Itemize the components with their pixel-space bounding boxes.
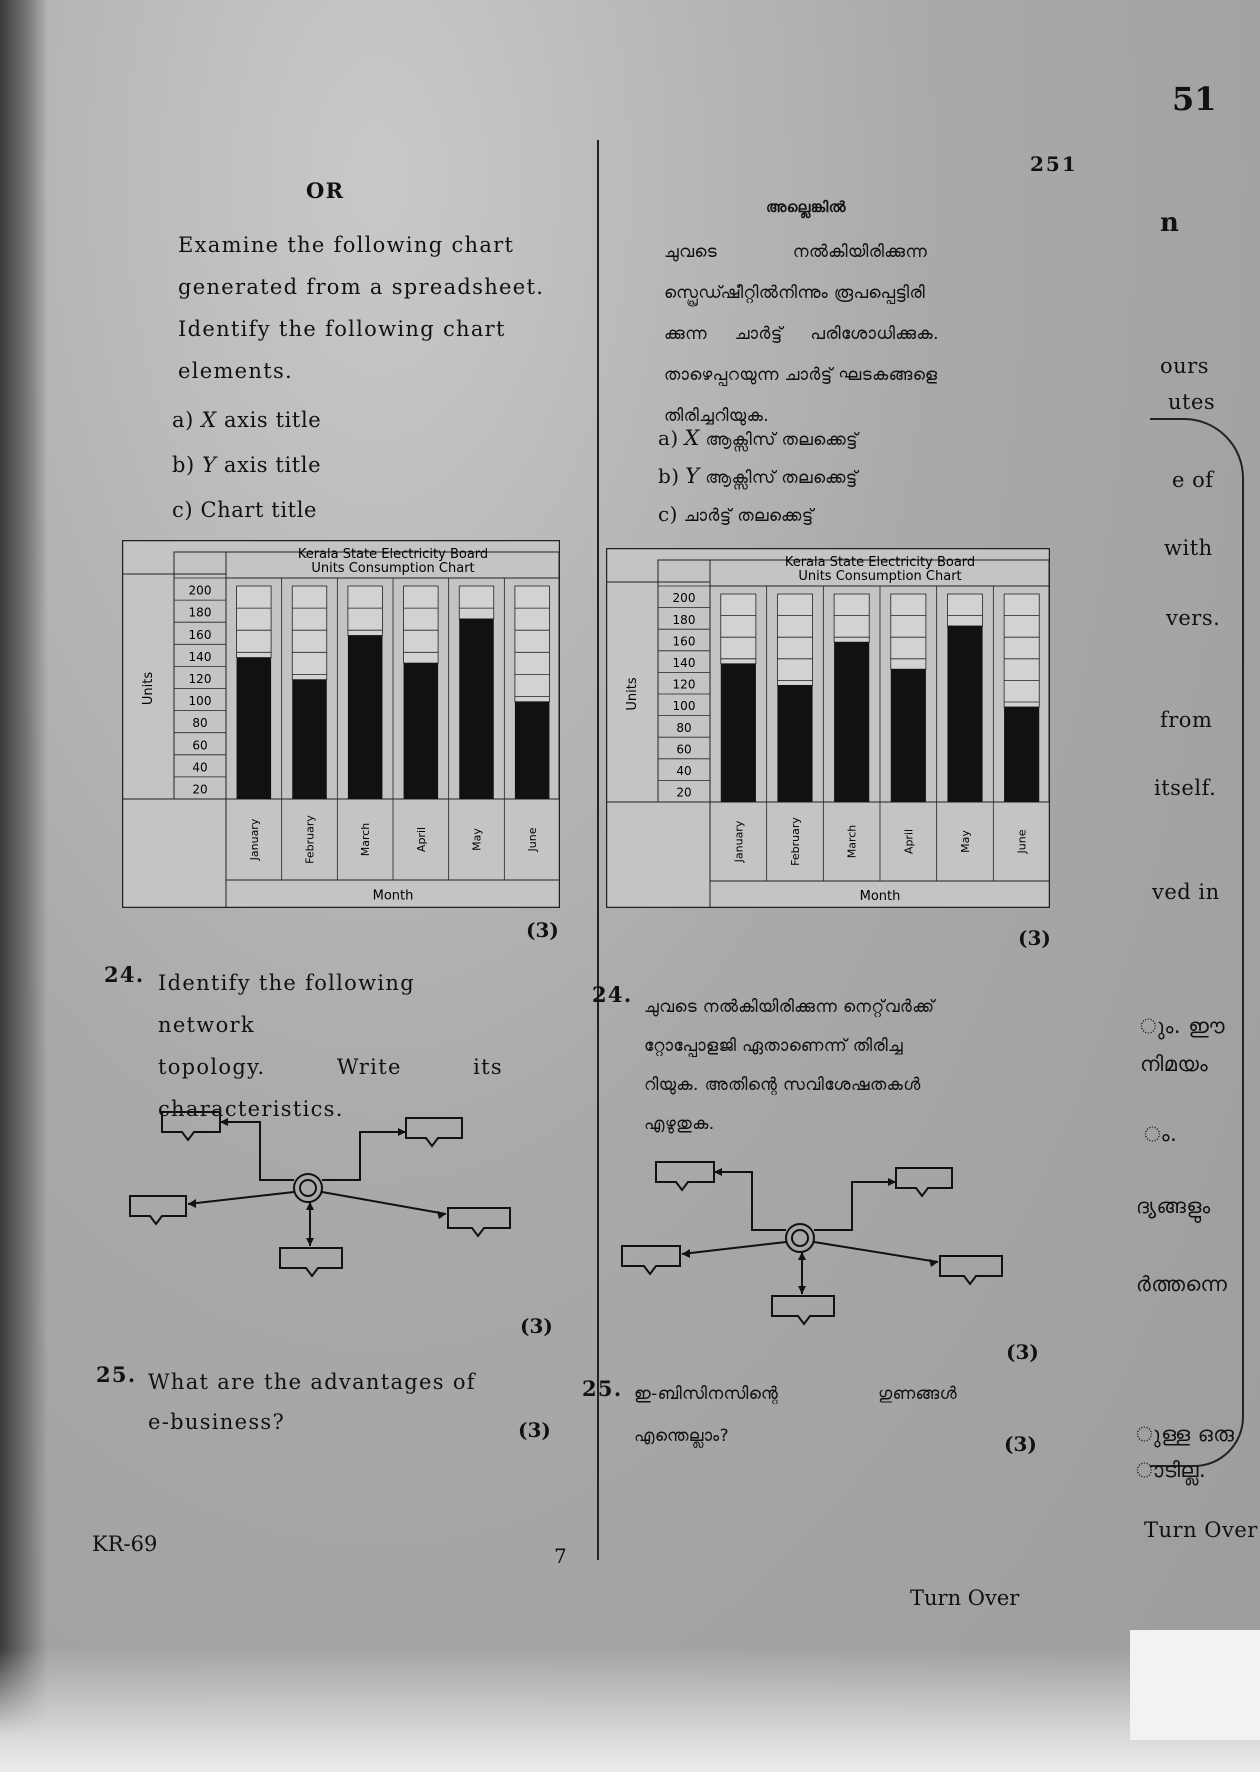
q23-text-en: [178, 224, 544, 392]
option-c: c) Chart title: [172, 498, 318, 522]
adjacent-turn-over: Turn Over: [1144, 1518, 1258, 1542]
y-tick-label: 20: [676, 785, 692, 800]
bar-march: [348, 635, 383, 799]
y-tick-label: 60: [192, 738, 208, 753]
x-tick-label: January: [732, 820, 746, 863]
bar-empty-cell: [348, 586, 383, 635]
chart-title: Units Consumption Chart: [311, 561, 475, 576]
y-tick-label: 20: [192, 782, 208, 797]
or-label: OR: [306, 178, 345, 203]
y-tick-label: 180: [672, 612, 696, 627]
adjacent-fragment: ാടില്ല.: [1136, 1458, 1207, 1482]
q23-line-ml: ചുവടെ നൽകിയിരിക്കുന്ന: [664, 242, 928, 262]
q24-line-ml: റ്റോപ്പോളജി ഏതാണെന്ന് തിരിച്ച: [644, 1036, 904, 1056]
node-icon: [280, 1248, 342, 1276]
x-axis-label: Month: [372, 888, 414, 904]
y-tick-label: 160: [188, 627, 212, 642]
x-tick-label: March: [359, 822, 373, 857]
y-tick-label: 140: [672, 656, 696, 670]
bar-empty-cell: [777, 594, 812, 685]
bar-june: [515, 702, 550, 799]
option-b: b) Y axis title: [172, 453, 322, 477]
x-axis-label: Month: [859, 888, 901, 904]
q23-line-ml: താഴെപ്പറയുന്ന ചാർട്ട് ഘടകങ്ങളെ: [664, 365, 938, 385]
adjacent-fragment: n: [1160, 208, 1180, 238]
y-tick-label: 180: [188, 605, 212, 620]
q24-word: topology.: [158, 1055, 266, 1079]
x-tick-label: June: [526, 827, 540, 852]
q24-marks-ml: (3): [1006, 1340, 1039, 1364]
adjacent-fragment: ved in: [1152, 880, 1220, 904]
bar-empty-cell: [515, 586, 550, 702]
adjacent-fragment: from: [1160, 708, 1213, 732]
x-tick-label: April: [902, 828, 916, 855]
bar-empty-cell: [721, 594, 756, 664]
q23-line-ml: തിരിച്ചറിയുക.: [664, 406, 770, 426]
q24-word: its: [473, 1055, 503, 1079]
adjacent-fragment: with: [1164, 536, 1213, 560]
bar-empty-cell: [292, 586, 327, 680]
adjacent-fragment: ും. ഈ: [1140, 1014, 1226, 1038]
footer-turn-over: Turn Over: [910, 1586, 1020, 1610]
bar-april: [891, 669, 926, 802]
bar-may: [459, 619, 494, 799]
q23-line: Identify the following chart: [178, 317, 506, 341]
q23-line: elements.: [178, 359, 294, 383]
adjacent-fragment: ours: [1160, 354, 1209, 378]
bar-may: [947, 626, 982, 802]
adjacent-fragment: ം.: [1144, 1122, 1178, 1146]
adjacent-fragment: ർത്തന്നെ: [1136, 1272, 1228, 1296]
page-shadow-bottom: [0, 1648, 1260, 1772]
bar-march: [834, 642, 869, 802]
q23-line-ml: സ്പ്രെഡ്ഷീറ്റിൽനിന്നും രൂപപ്പെട്ടിരി: [664, 283, 926, 303]
x-tick-label: June: [1015, 829, 1029, 854]
chart-title: Units Consumption Chart: [798, 569, 962, 584]
star-topology-diagram-ml: [614, 1152, 1014, 1342]
q25-line: What are the advantages of: [148, 1370, 476, 1394]
x-tick-label: February: [303, 815, 317, 864]
q24-marks-en: (3): [520, 1314, 553, 1338]
bar-january: [237, 658, 272, 799]
bar-june: [1004, 707, 1039, 802]
bar-february: [292, 680, 327, 799]
q24-line: [158, 1046, 503, 1088]
units-chart-ml: [606, 548, 1050, 908]
node-icon: [896, 1168, 952, 1196]
y-tick-label: 160: [672, 634, 696, 649]
chart-title: Kerala State Electricity Board: [297, 547, 489, 562]
q25-line-ml: ഗുണങ്ങൾ: [878, 1384, 958, 1404]
y-axis-label: Units: [625, 677, 640, 711]
bar-january: [721, 664, 756, 802]
node-icon: [406, 1118, 462, 1146]
q24-number-en: 24.: [104, 962, 145, 987]
q25-number-ml: 25.: [582, 1376, 623, 1401]
node-icon: [622, 1246, 680, 1274]
y-tick-label: 80: [676, 720, 692, 735]
node-icon: [656, 1162, 714, 1190]
q25-marks-en: (3): [518, 1418, 551, 1442]
x-tick-label: March: [845, 824, 859, 859]
q23-line: Examine the following chart: [178, 233, 515, 257]
chart-title: Kerala State Electricity Board: [784, 555, 976, 570]
node-icon: [772, 1296, 834, 1324]
header-big-number: 51: [1172, 80, 1217, 118]
q24-line-ml: ചുവടെ നൽകിയിരിക്കുന്ന നെറ്റ്‌വർക്ക്: [644, 997, 935, 1017]
q25-line-ml: എന്തെല്ലാം?: [634, 1426, 729, 1446]
bar-empty-cell: [834, 594, 869, 642]
node-icon: [940, 1256, 1002, 1284]
bar-empty-cell: [947, 594, 982, 626]
q24-word: Write: [336, 1055, 402, 1079]
y-tick-label: 100: [672, 699, 696, 714]
y-tick-label: 80: [192, 716, 208, 731]
q24-number-ml: 24.: [592, 982, 633, 1007]
adjacent-fragment: vers.: [1166, 606, 1221, 630]
q25-number-en: 25.: [96, 1362, 137, 1387]
q25-line: e-business?: [148, 1410, 286, 1434]
q23-options-en: [172, 398, 321, 533]
or-label-ml: അല്ലെങ്കിൽ: [766, 198, 846, 216]
q24-line: characteristics.: [158, 1097, 344, 1121]
page-shadow-left: [0, 0, 48, 1772]
q23-line: generated from a spreadsheet.: [178, 275, 545, 299]
q23-text-ml: [664, 232, 1014, 437]
y-axis-label: Units: [141, 671, 156, 706]
column-divider: [597, 140, 599, 1560]
bar-february: [777, 685, 812, 802]
bar-empty-cell: [237, 586, 272, 658]
y-tick-label: 100: [188, 694, 212, 709]
footer-code: KR-69: [92, 1532, 158, 1556]
adjacent-fragment: utes: [1168, 390, 1216, 414]
q23-options-ml: [658, 420, 858, 534]
bar-empty-cell: [404, 586, 439, 663]
x-tick-label: May: [470, 828, 484, 851]
adjacent-fragment: നിമയം: [1140, 1052, 1209, 1076]
q23-line-ml: ക്കുന്ന ചാർട്ട് പരിശോധിക്കുക.: [664, 324, 939, 344]
adjacent-fragment: ദ്യങ്ങളും: [1136, 1194, 1211, 1218]
option-b-ml: b) Y ആക്സിസ് തലക്കെട്ട്: [658, 464, 858, 488]
bar-april: [404, 663, 439, 799]
x-tick-label: February: [789, 817, 802, 866]
adjacent-fragment: ുള്ള ഒരു: [1136, 1422, 1235, 1446]
x-tick-label: January: [247, 818, 261, 861]
node-icon: [448, 1208, 510, 1236]
q25-marks-ml: (3): [1004, 1432, 1037, 1456]
q23-marks-ml: (3): [1018, 926, 1051, 950]
y-tick-label: 120: [672, 677, 696, 692]
y-tick-label: 200: [188, 583, 212, 598]
node-icon: [162, 1112, 220, 1140]
y-tick-label: 140: [188, 649, 212, 664]
bar-empty-cell: [1004, 594, 1039, 707]
q23-marks-en: (3): [526, 918, 559, 942]
page-corner-white: [1130, 1630, 1260, 1740]
star-topology-diagram-en: [120, 1100, 520, 1290]
y-tick-label: 120: [188, 671, 212, 686]
q24-line-ml: എഴുതുക.: [644, 1114, 715, 1134]
y-tick-label: 60: [676, 742, 692, 757]
q25-line-ml: ഇ-ബിസിനസിന്റെ: [634, 1384, 779, 1404]
option-a: a) X axis title: [172, 408, 322, 432]
bar-empty-cell: [459, 586, 494, 619]
option-a-ml: a) X ആക്സിസ് തലക്കെട്ട്: [658, 426, 858, 450]
q24-text-ml: [644, 988, 999, 1144]
q24-line: Identify the following network: [158, 971, 415, 1037]
adjacent-page-curve: [1150, 418, 1244, 1467]
y-tick-label: 40: [192, 760, 208, 775]
y-tick-label: 200: [672, 591, 696, 606]
node-icon: [130, 1196, 186, 1224]
x-tick-label: May: [959, 830, 972, 853]
y-tick-label: 40: [676, 764, 692, 778]
x-tick-label: April: [414, 826, 428, 853]
bar-empty-cell: [891, 594, 926, 669]
header-code: 251: [1030, 152, 1078, 176]
adjacent-fragment: itself.: [1154, 776, 1217, 800]
q25-text-en: [148, 1362, 476, 1442]
units-chart-en: [122, 540, 560, 908]
option-c-ml: c) ചാർട്ട് തലക്കെട്ട്: [658, 502, 814, 526]
footer-page-number: 7: [554, 1544, 567, 1568]
q24-line-ml: റിയുക. അതിന്റെ സവിശേഷതകൾ: [644, 1075, 921, 1095]
adjacent-fragment: e of: [1172, 468, 1214, 492]
